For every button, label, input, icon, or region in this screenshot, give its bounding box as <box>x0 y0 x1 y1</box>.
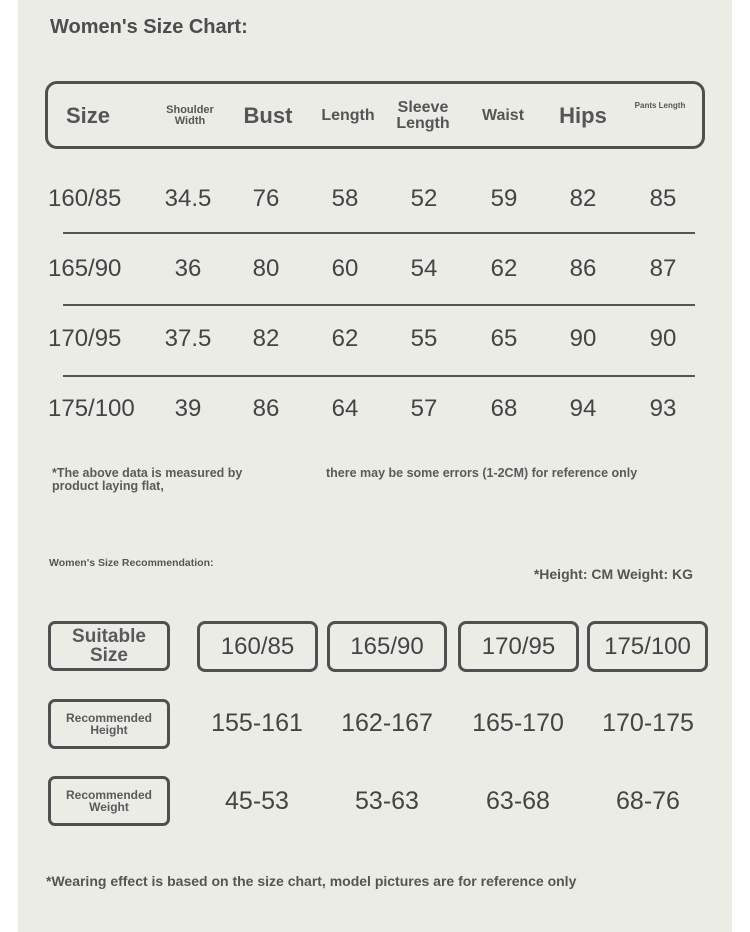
header-waist: Waist <box>481 107 525 124</box>
recommended-weight-value: 63-68 <box>486 787 550 815</box>
header-bust: Bust <box>243 103 293 128</box>
row-divider <box>63 232 695 234</box>
page-title: Women's Size Chart: <box>50 16 248 38</box>
recommended-weight-value: 68-76 <box>616 787 680 815</box>
table-cell: 80 <box>252 255 280 282</box>
header-size: Size <box>65 103 111 128</box>
table-cell: 59 <box>490 185 518 212</box>
header-shoulder-width: Shoulder Width <box>166 104 214 127</box>
recommended-weight-value: 45-53 <box>225 787 289 815</box>
table-cell: 65 <box>490 325 518 352</box>
label-recommended-height: Recommended Height <box>48 699 170 749</box>
recommended-height-value: 162-167 <box>341 709 433 737</box>
table-cell: 62 <box>331 325 359 352</box>
header-sleeve-length: Sleeve Length <box>396 99 450 132</box>
size-option: 175/100 <box>587 621 708 672</box>
row-divider <box>63 375 695 377</box>
table-cell: 52 <box>410 185 438 212</box>
recommended-height-value: 155-161 <box>211 709 303 737</box>
size-option: 170/95 <box>458 621 579 672</box>
table-cell: 68 <box>490 395 518 422</box>
header-hips: Hips <box>559 103 607 128</box>
table-cell: 87 <box>649 255 677 282</box>
table-cell: 64 <box>331 395 359 422</box>
size-option: 165/90 <box>327 621 447 672</box>
header-length: Length <box>321 107 375 124</box>
table-cell: 86 <box>252 395 280 422</box>
recommended-height-value: 170-175 <box>602 709 694 737</box>
units-note: *Height: CM Weight: KG <box>533 566 693 582</box>
table-cell: 62 <box>490 255 518 282</box>
table-cell: 34.5 <box>164 185 212 212</box>
table-cell: 36 <box>174 255 202 282</box>
table-cell: 175/100 <box>48 395 135 422</box>
table-cell: 160/85 <box>48 185 122 212</box>
row-divider <box>63 304 695 306</box>
label-recommended-weight: Recommended Weight <box>48 776 170 826</box>
table-cell: 170/95 <box>48 325 122 352</box>
table-cell: 57 <box>410 395 438 422</box>
table-cell: 165/90 <box>48 255 122 282</box>
header-pants-length: Pants Length <box>634 101 686 110</box>
table-cell: 37.5 <box>164 325 212 352</box>
table-cell: 54 <box>410 255 438 282</box>
size-option: 160/85 <box>197 621 318 672</box>
recommended-height-value: 165-170 <box>472 709 564 737</box>
table-cell: 93 <box>649 395 677 422</box>
table-cell: 94 <box>569 395 597 422</box>
table-cell: 86 <box>569 255 597 282</box>
table-cell: 39 <box>174 395 202 422</box>
footer-note: *Wearing effect is based on the size chart, model pictures are for reference only <box>46 873 577 889</box>
table-cell: 60 <box>331 255 359 282</box>
table-cell: 90 <box>569 325 597 352</box>
measurement-note: *The above data is measured by product laying flat, <box>52 466 243 493</box>
label-suitable-size: Suitable Size <box>48 621 170 671</box>
table-cell: 76 <box>252 185 280 212</box>
table-cell: 58 <box>331 185 359 212</box>
table-cell: 82 <box>252 325 280 352</box>
recommended-weight-value: 53-63 <box>355 787 419 815</box>
table-cell: 55 <box>410 325 438 352</box>
recommendation-title: Women's Size Recommendation: <box>49 557 214 569</box>
table-cell: 90 <box>649 325 677 352</box>
table-cell: 82 <box>569 185 597 212</box>
table-cell: 85 <box>649 185 677 212</box>
error-note: there may be some errors (1-2CM) for reference only <box>326 466 638 480</box>
